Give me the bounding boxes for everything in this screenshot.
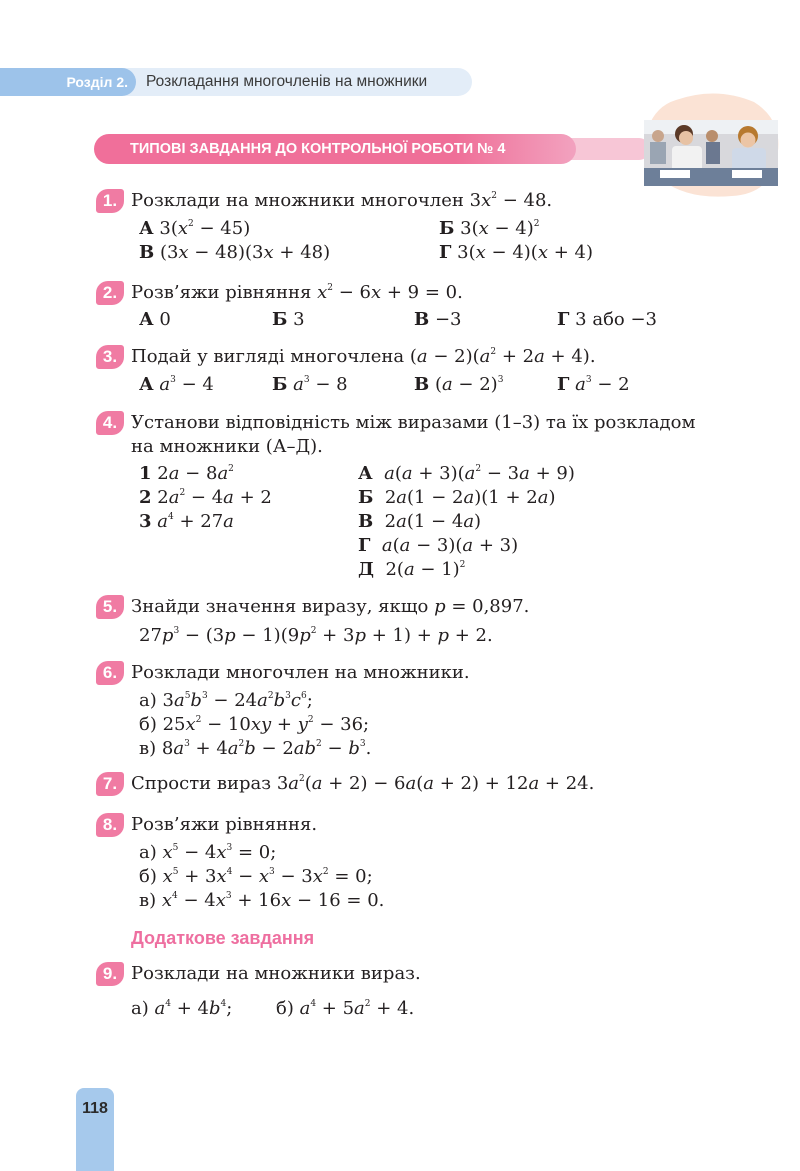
- task-text: Розв’яжи рівняння $x^2 - 6x + 9 = 0$.: [131, 282, 463, 303]
- task-number: 1.: [96, 189, 124, 213]
- match-right-v: В 2a(1 − 4a): [358, 511, 482, 532]
- subtask-a: а) $a^4 + 4b^4$;: [131, 998, 233, 1019]
- task-number: 3.: [96, 345, 124, 369]
- subtask-a: а) $3a^5b^3 - 24a^2b^3c^6$;: [139, 690, 313, 711]
- task-number: 8.: [96, 813, 124, 837]
- option-b: Б $3(x - 4)^2$: [439, 218, 540, 239]
- task-text: Розклади на множники многочлен $3x^2 - 48$.: [131, 190, 553, 211]
- task-number: 6.: [96, 661, 124, 685]
- match-left-1: 1 $2a - 8a^2$: [139, 463, 234, 484]
- option-a: А 0: [139, 309, 171, 330]
- option-g: Г 3 або −3: [557, 309, 658, 330]
- task-number: 2.: [96, 281, 124, 305]
- match-left-3: 3 $a^4 + 27a$: [139, 511, 234, 532]
- match-right-a: А $a(a + 3)(a^2 - 3a + 9)$: [358, 463, 575, 484]
- students-photo: [636, 92, 782, 198]
- match-left-2: 2 $2a^2 - 4a + 2$: [139, 487, 272, 508]
- task-text: Спрости вираз $3a^2(a + 2) - 6a(a + 2) + 12a + 24$.: [131, 773, 595, 794]
- expression: $27p^3 - (3p - 1)(9p^2 + 3p + 1) + p + 2$.: [139, 625, 493, 646]
- subtask-b: б) $x^5 + 3x^4 - x^3 - 3x^2 = 0$;: [139, 866, 373, 887]
- subtask-v: в) $8a^3 + 4a^2b - 2ab^2 - b^3$.: [139, 738, 372, 759]
- chapter-label: Розділ 2.: [0, 68, 136, 96]
- task-number: 9.: [96, 962, 124, 986]
- option-g: Г $a^3 - 2$: [557, 374, 630, 395]
- option-v: В $(a - 2)^3$: [414, 374, 504, 395]
- page-number: 118: [82, 1100, 108, 1117]
- task-number: 5.: [96, 595, 124, 619]
- subtask-v: в) $x^4 - 4x^3 + 16x - 16 = 0$.: [139, 890, 385, 911]
- task-text: Розклади многочлен на множники.: [131, 662, 470, 683]
- option-v: В −3: [414, 309, 462, 330]
- match-right-g: Г a(a − 3)(a + 3): [358, 535, 519, 556]
- chapter-header: [0, 68, 472, 96]
- task-text: Розв’яжи рівняння.: [131, 814, 318, 835]
- task-number: 7.: [96, 772, 124, 796]
- chapter-title: Розкладання многочленів на множники: [146, 73, 428, 90]
- section-banner: ТИПОВІ ЗАВДАННЯ ДО КОНТРОЛЬНОЇ РОБОТИ № 4: [94, 134, 576, 164]
- task-number: 4.: [96, 411, 124, 435]
- match-right-b: Б 2a(1 − 2a)(1 + 2a): [358, 487, 556, 508]
- option-a: А $3(x^2 - 45)$: [139, 218, 251, 239]
- extra-task-title: Додаткове завдання: [131, 928, 315, 948]
- task-text: Подай у вигляді многочлена $(a - 2)(a^2 + 2a + 4)$.: [131, 346, 596, 367]
- subtask-b: б) $a^4 + 5a^2 + 4$.: [276, 998, 415, 1019]
- option-a: А $a^3 - 4$: [139, 374, 214, 395]
- subtask-b: б) $25x^2 - 10xy + y^2 - 36$;: [139, 714, 370, 735]
- task-text: Розклади на множники вираз.: [131, 963, 421, 984]
- task-text: Установи відповідність між виразами (1–3) та їх розкладом: [131, 412, 696, 433]
- match-right-d: Д $2(a - 1)^2$: [358, 559, 466, 580]
- option-g: Г 3(x − 4)(x + 4): [439, 242, 593, 263]
- task-text: на множники (А–Д).: [131, 436, 323, 457]
- task-text: Знайди значення виразу, якщо p = 0,897.: [131, 596, 530, 617]
- option-v: В (3x − 48)(3x + 48): [139, 242, 331, 263]
- option-b: Б $a^3 - 8$: [272, 374, 348, 395]
- subtask-a: а) $x^5 - 4x^3 = 0$;: [139, 842, 277, 863]
- option-b: Б 3: [272, 309, 305, 330]
